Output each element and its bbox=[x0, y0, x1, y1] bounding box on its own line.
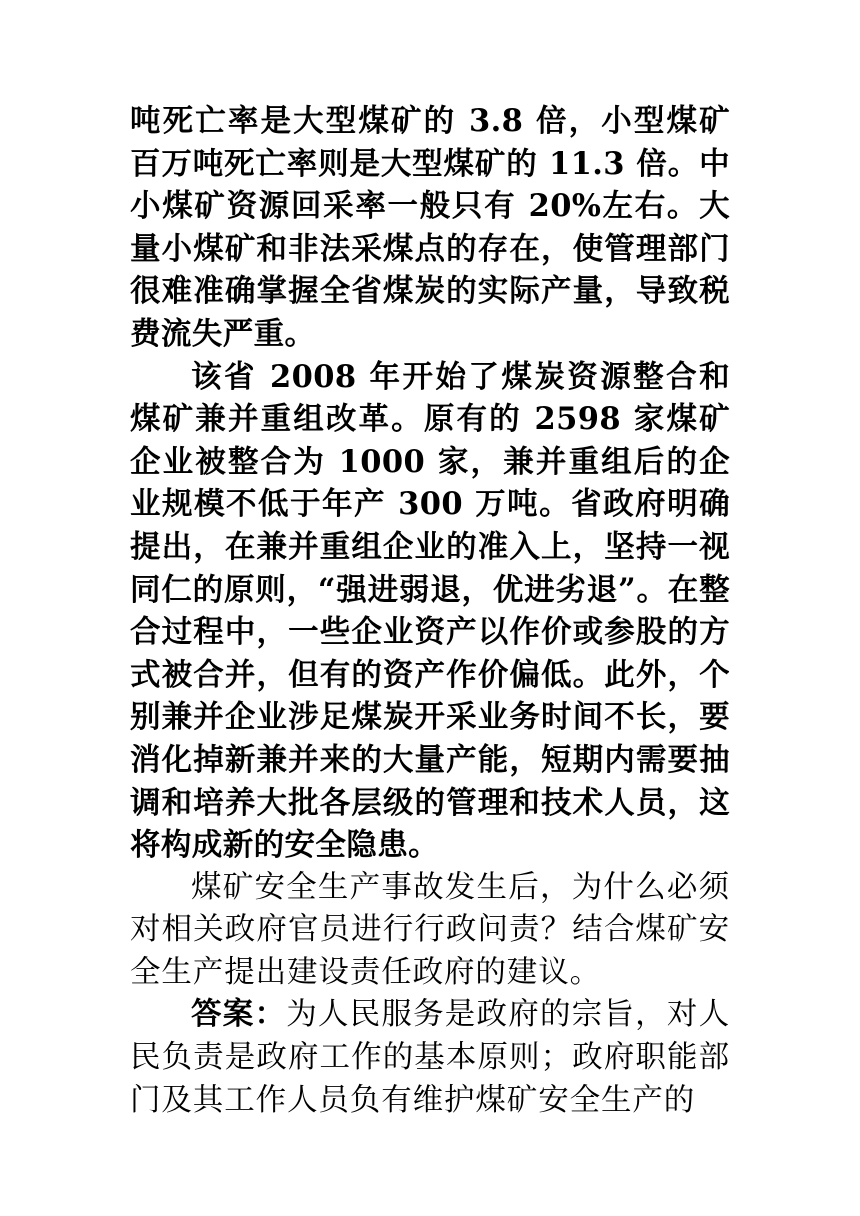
paragraph-question: 煤矿安全生产事故发生后，为什么必须对相关政府官员进行行政问责？结合煤矿安全生产提出建设责任政府的建议。 bbox=[130, 869, 730, 990]
document-page bbox=[130, 100, 730, 1122]
paragraph-reform: 该省 2008 年开始了煤炭资源整合和煤矿兼并重组改革。原有的 2598 家煤矿企业被整合为 1000 家，兼并重组后的企业规模不低于年产 300 万吨。省政府明确提出，在兼并重组企业的准入上，坚持一视同仁的原则，“强进弱退，优进劣退”。在整合过程中，一些企业资产以作价或参股的方式被合并，但有的资产作价偏低。此外，个别兼并企业涉足煤炭开采业务时间不长，要消化掉新兼并来的大量产能，短期内需要抽调和培养大批各层级的管理和技术人员，这将构成新的安全隐患。 bbox=[130, 358, 730, 864]
paragraph-continuation: 吨死亡率是大型煤矿的 3.8 倍，小型煤矿百万吨死亡率则是大型煤矿的 11.3 倍。中小煤矿资源回采率一般只有 20%左右。大量小煤矿和非法采煤点的存在，使管理部门很难准确掌握全省煤炭的实际产量，导致税费流失严重。 bbox=[130, 103, 730, 352]
paragraph-answer bbox=[130, 994, 730, 1122]
answer-label: 答案： bbox=[191, 997, 287, 1033]
answer-text: 为人民服务是政府的宗旨，对人民负责是政府工作的基本原则；政府职能部门及其工作人员负有维护煤矿安全生产的 bbox=[130, 997, 731, 1118]
